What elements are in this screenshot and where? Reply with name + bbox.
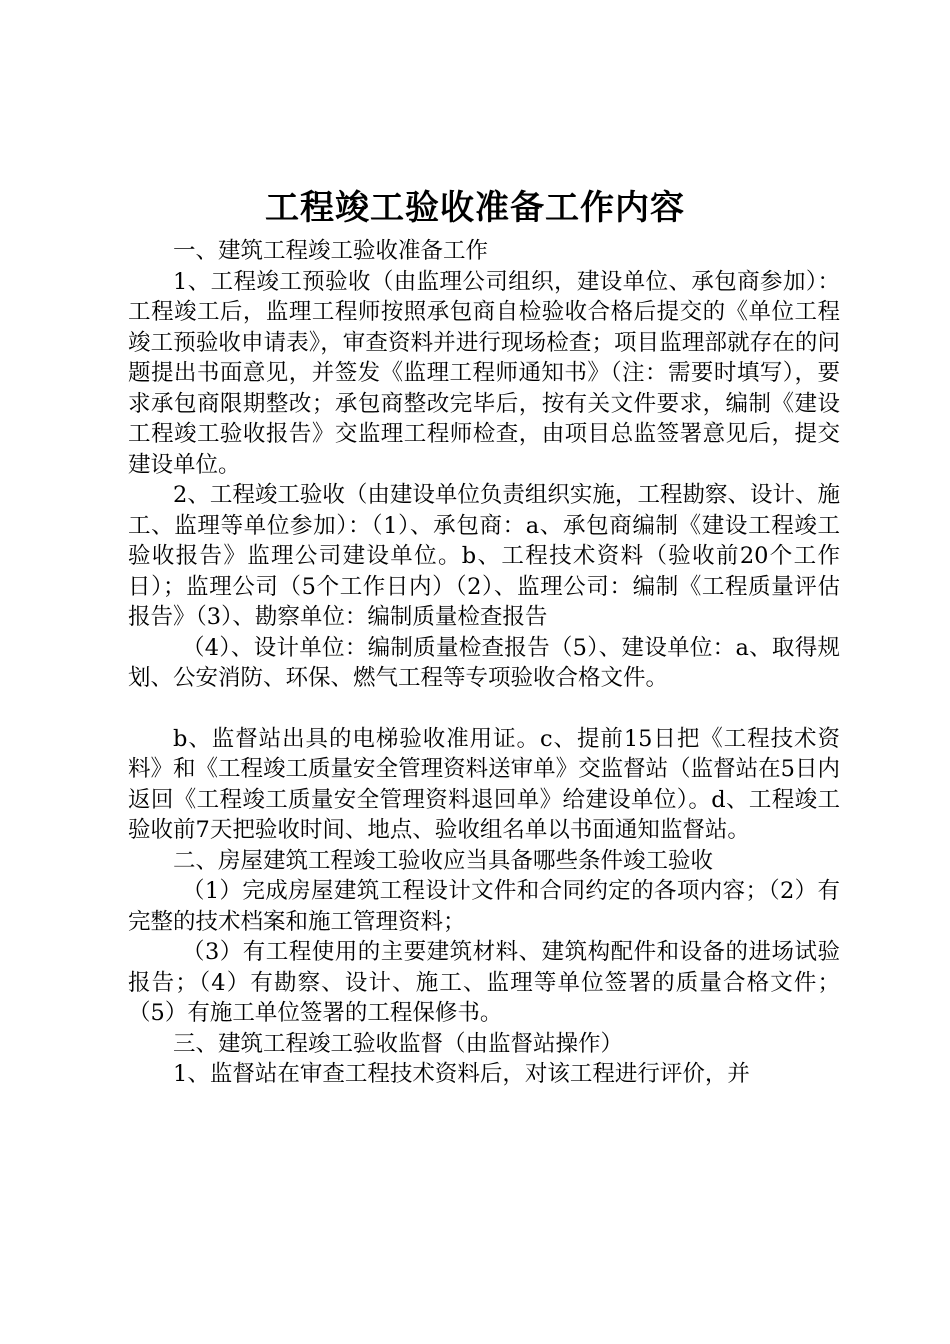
document-body [128, 236, 840, 1090]
section-heading-3: 三、建筑工程竣工验收监督（由监督站操作） [173, 1030, 624, 1057]
section-heading-1: 一、建筑工程竣工验收准备工作 [173, 238, 489, 264]
paragraph-conditions-2: （3）有工程使用的主要建筑材料、建筑构配件和设备的进场试验报告；（4）有勘察、设计、施工、监理等单位签署的质量合格文件；（5）有施工单位签署的工程保修书。 [128, 939, 840, 1026]
paragraph-supervision: 1、监督站在审查工程技术资料后，对该工程进行评价，并 [173, 1061, 750, 1087]
section-heading-2: 二、房屋建筑工程竣工验收应当具备哪些条件竣工验收 [173, 847, 714, 874]
paragraph-design-unit: （4）、设计单位：编制质量检查报告（5）、建设单位：a、取得规划、公安消防、环保、燃气工程等专项验收合格文件。 [128, 634, 840, 691]
blank-line [128, 694, 840, 724]
paragraph-acceptance: 2、工程竣工验收（由建设单位负责组织实施，工程勘察、设计、施工、监理等单位参加）：（1）、承包商：a、承包商编制《建设工程竣工验收报告》监理公司建设单位。b、工程技术资料（验收前20个工作日）；监理公司（5个工作日内）（2）、监理公司：编制《工程质量评估报告》（3）、勘察单位：编制质量检查报告 [128, 482, 840, 630]
paragraph-elevator-certificate: b、监督站出具的电梯验收准用证。c、提前15日把《工程技术资料》和《工程竣工质量安全管理资料送审单》交监督站（监督站在5日内返回《工程竣工质量安全管理资料退回单》给建设单位）。d、工程竣工验收前7天把验收时间、地点、验收组名单以书面通知监督站。 [128, 725, 840, 843]
document-title: 工程竣工验收准备工作内容 [265, 188, 685, 228]
paragraph-conditions-1: （1）完成房屋建筑工程设计文件和合同约定的各项内容；（2）有完整的技术档案和施工管理资料； [128, 878, 840, 935]
paragraph-pre-acceptance: 1、工程竣工预验收（由监理公司组织，建设单位、承包商参加）：工程竣工后，监理工程师按照承包商自检验收合格后提交的《单位工程竣工预验收申请表》，审查资料并进行现场检查；项目监理部就存在的问题提出书面意见，并签发《监理工程师通知书》（注：需要时填写），要求承包商限期整改；承包商整改完毕后，按有关文件要求，编制《建设工程竣工验收报告》交监理工程师检查，由项目总监签署意见后，提交建设单位。 [128, 268, 840, 478]
